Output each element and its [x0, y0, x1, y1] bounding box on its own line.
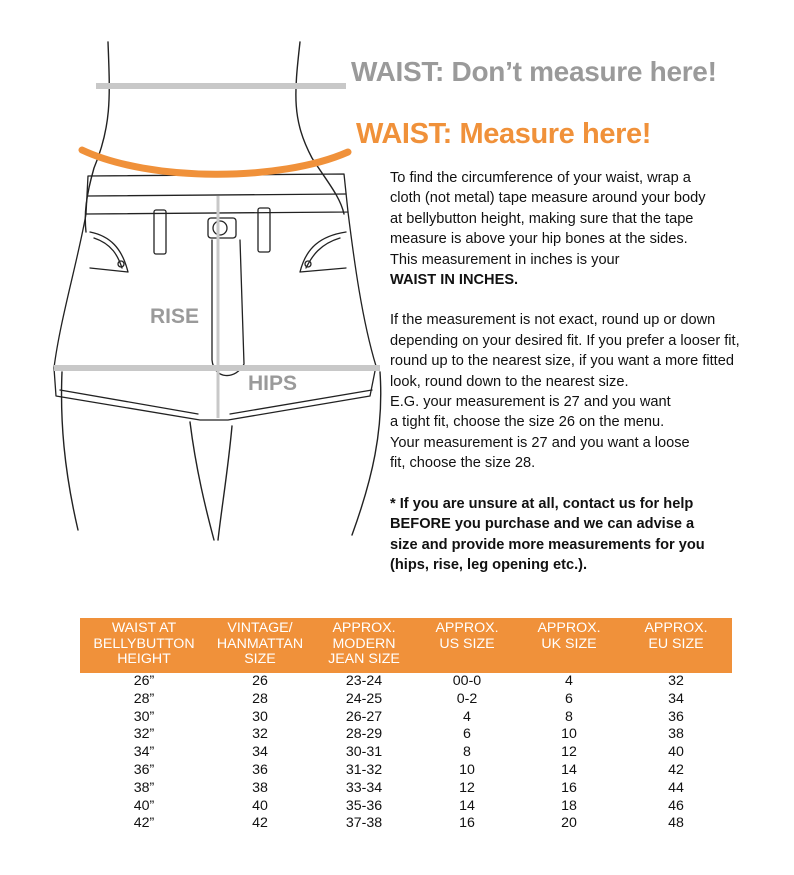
- us-size-cell: 0-2: [456, 690, 478, 707]
- us-size-cell: 10: [459, 761, 475, 778]
- uk-size-cell: 20: [561, 815, 577, 832]
- us-size-cell: 14: [459, 797, 475, 814]
- instruction-line: look, round down to the nearest size.: [390, 373, 629, 390]
- vintage-size-cell: 26: [252, 673, 268, 689]
- table-row: [80, 744, 732, 762]
- waist-cell: 30”: [133, 708, 155, 725]
- vintage-size-cell: 28: [252, 690, 268, 707]
- table-row: [80, 762, 732, 780]
- us-size-cell: 12: [459, 779, 475, 796]
- eu-size-cell: 46: [668, 797, 684, 814]
- contact-note-line: size and provide more measurements for you: [390, 536, 705, 553]
- table-row: [80, 673, 732, 691]
- table-row: [80, 726, 732, 744]
- modern-size-cell: 26-27: [345, 708, 383, 725]
- contact-note-line: BEFORE you purchase and we can advise a: [390, 516, 695, 533]
- eu-size-cell: 34: [668, 690, 684, 707]
- us-size-cell: 8: [463, 744, 471, 761]
- measuring-instructions: [390, 168, 790, 575]
- waist-right-label: WAIST: Measure here!: [356, 118, 651, 150]
- vintage-size-cell: 38: [252, 779, 268, 796]
- eu-size-cell: 38: [668, 726, 684, 743]
- eu-size-cell: 48: [668, 815, 684, 832]
- vintage-size-cell: 36: [252, 761, 268, 778]
- modern-size-cell: 37-38: [345, 815, 383, 832]
- waist-wrong-label: WAIST: Don’t measure here!: [351, 56, 717, 87]
- instruction-line: fit, choose the size 28.: [390, 455, 536, 472]
- uk-size-cell: 4: [565, 673, 573, 689]
- waist-cell: 34”: [133, 744, 155, 761]
- eu-size-cell: 40: [668, 744, 684, 761]
- modern-size-cell: 31-32: [345, 761, 383, 778]
- contact-note-line: * If you are unsure at all, contact us for help: [390, 495, 694, 512]
- waist-cell: 42”: [133, 815, 155, 832]
- instruction-line: If the measurement is not exact, round up or down: [390, 312, 716, 329]
- waist-cell: 28”: [133, 690, 155, 707]
- hips-label: HIPS: [248, 372, 298, 395]
- instruction-line: depending on your desired fit. If you prefer a looser fit,: [390, 332, 740, 349]
- table-row: [80, 798, 732, 816]
- header-vintage-size: VINTAGE/ HANMATTAN SIZE: [208, 618, 312, 673]
- eu-size-cell: 32: [668, 673, 684, 689]
- contact-note-line: (hips, rise, leg opening etc.).: [390, 556, 588, 573]
- header-waist: WAIST AT BELLYBUTTON HEIGHT: [80, 618, 208, 673]
- table-row: [80, 780, 732, 798]
- us-size-cell: 4: [463, 708, 471, 725]
- table-row: [80, 709, 732, 727]
- instruction-line: at bellybutton height, making sure that the tape: [390, 210, 694, 227]
- instruction-line: a tight fit, choose the size 26 on the menu.: [390, 414, 665, 431]
- modern-size-cell: 24-25: [345, 690, 383, 707]
- waist-in-inches-emphasis: WAIST IN INCHES.: [390, 272, 519, 289]
- us-size-cell: 00-0: [452, 673, 482, 689]
- eu-size-cell: 36: [668, 708, 684, 725]
- us-size-cell: 16: [459, 815, 475, 832]
- uk-size-cell: 14: [561, 761, 577, 778]
- vintage-size-cell: 40: [252, 797, 268, 814]
- waist-cell: 32”: [133, 726, 155, 743]
- waist-cell: 26”: [133, 673, 155, 689]
- header-modern-jean-size: APPROX. MODERN JEAN SIZE: [312, 618, 416, 673]
- instruction-line: E.G. your measurement is 27 and you want: [390, 394, 671, 411]
- uk-size-cell: 10: [561, 726, 577, 743]
- header-uk-size: APPROX. UK SIZE: [518, 618, 620, 673]
- header-us-size: APPROX. US SIZE: [416, 618, 518, 673]
- instruction-line: To find the circumference of your waist, wrap a: [390, 170, 691, 186]
- size-chart-body: [80, 673, 732, 833]
- waist-measure-curve: [82, 150, 348, 174]
- uk-size-cell: 6: [565, 690, 573, 707]
- uk-size-cell: 12: [561, 744, 577, 761]
- instruction-line: cloth (not metal) tape measure around your body: [390, 190, 706, 207]
- modern-size-cell: 23-24: [345, 673, 383, 689]
- uk-size-cell: 8: [565, 708, 573, 725]
- waist-cell: 38”: [133, 779, 155, 796]
- vintage-size-cell: 30: [252, 708, 268, 725]
- waist-cell: 36”: [133, 761, 155, 778]
- instruction-line: Your measurement is 27 and you want a loose: [390, 434, 690, 451]
- modern-size-cell: 30-31: [345, 744, 383, 761]
- vintage-size-cell: 34: [252, 744, 268, 761]
- header-eu-size: APPROX. EU SIZE: [620, 618, 732, 673]
- instruction-line: round up to the nearest size, if you want a more fitted: [390, 353, 734, 370]
- uk-size-cell: 18: [561, 797, 577, 814]
- instruction-line: This measurement in inches is your: [390, 251, 620, 268]
- size-chart-header-row: [80, 618, 732, 673]
- table-row: [80, 691, 732, 709]
- vintage-size-cell: 32: [252, 726, 268, 743]
- body-outline: [62, 42, 381, 540]
- us-size-cell: 6: [463, 726, 471, 743]
- modern-size-cell: 35-36: [345, 797, 383, 814]
- eu-size-cell: 44: [668, 779, 684, 796]
- waist-cell: 40”: [133, 797, 155, 814]
- table-row: [80, 815, 732, 833]
- uk-size-cell: 16: [561, 779, 577, 796]
- shorts-drawing: [54, 174, 376, 420]
- rise-label: RISE: [150, 305, 200, 328]
- size-chart-table: [80, 618, 732, 833]
- vintage-size-cell: 42: [252, 815, 268, 832]
- modern-size-cell: 28-29: [345, 726, 383, 743]
- instruction-line: measure is above your hip bones at the sides.: [390, 231, 688, 248]
- eu-size-cell: 42: [668, 761, 684, 778]
- modern-size-cell: 33-34: [345, 779, 383, 796]
